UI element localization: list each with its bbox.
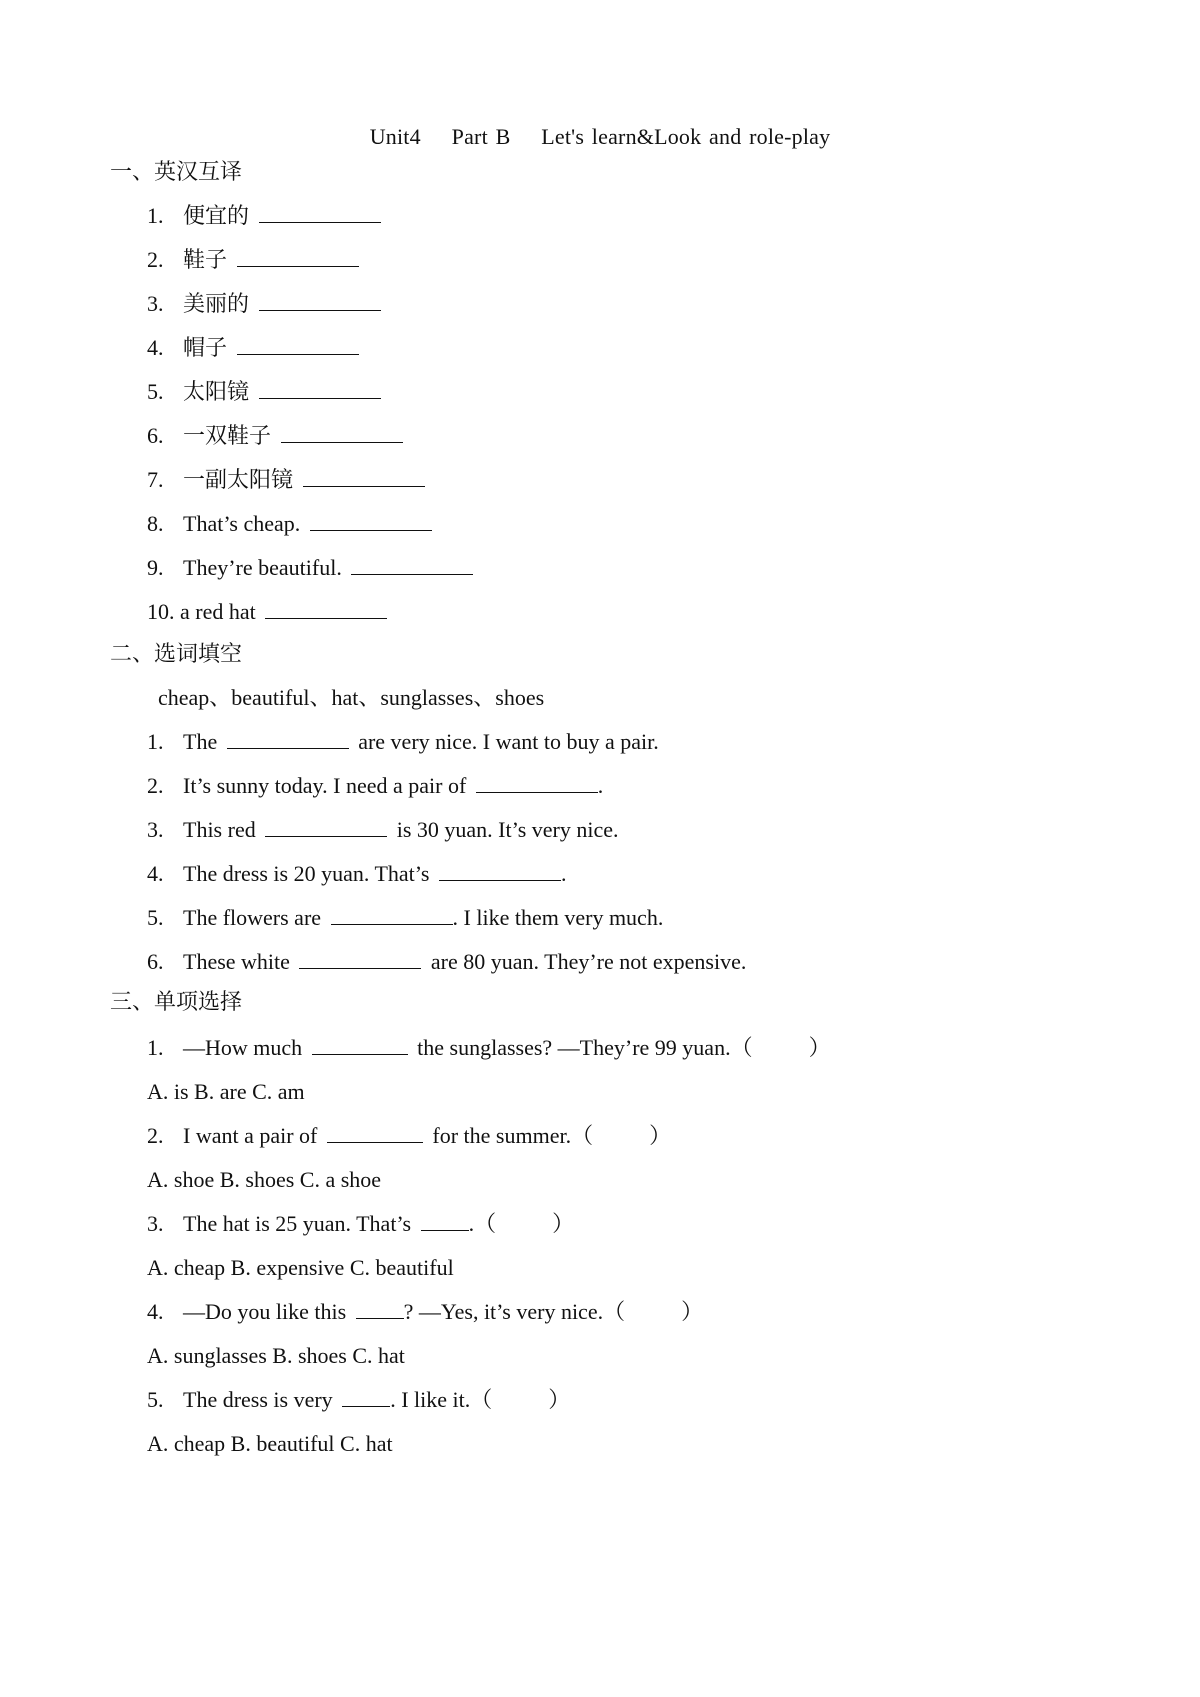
sentence-start: It’s sunny today. I need a pair of	[183, 773, 467, 798]
question-start: —How much	[183, 1035, 303, 1060]
item-number: 5.	[147, 1387, 164, 1412]
answer-blank	[303, 466, 425, 487]
title-part: Part B	[451, 124, 511, 149]
sentence-start: These white	[183, 949, 290, 974]
item-number: 3.	[147, 291, 164, 316]
item-prompt: 太阳镜	[183, 379, 250, 404]
question-end: .（	[468, 1211, 497, 1236]
sentence-end: .	[597, 773, 604, 798]
sentence-end: .	[560, 861, 567, 886]
question-end: . I like it.（	[390, 1387, 493, 1412]
item-number: 2.	[147, 773, 164, 798]
item-number: 5.	[147, 379, 164, 404]
answer-blank	[259, 290, 381, 311]
s3-options-2: A. shoe B. shoes C. a shoe	[147, 1167, 382, 1192]
question-end: ? —Yes, it’s very nice.（	[403, 1299, 626, 1324]
answer-blank	[356, 1298, 404, 1319]
answer-blank	[439, 860, 561, 881]
sentence-end: are 80 yuan. They’re not expensive.	[430, 949, 747, 974]
sentence-start: The	[183, 729, 218, 754]
s1-item-9	[147, 554, 477, 582]
s2-item-6	[147, 948, 746, 976]
s3-question-3	[147, 1210, 574, 1238]
s2-item-3	[147, 816, 619, 844]
item-prompt: 一双鞋子	[183, 423, 272, 448]
answer-paren-close: ）	[681, 1299, 704, 1324]
answer-blank	[327, 1122, 423, 1143]
answer-blank	[342, 1386, 390, 1407]
s3-question-1	[147, 1034, 831, 1062]
item-number: 6.	[147, 949, 164, 974]
answer-blank	[312, 1034, 408, 1055]
item-prompt: They’re beautiful.	[183, 555, 342, 580]
answer-blank	[237, 334, 359, 355]
question-start: The hat is 25 yuan. That’s	[183, 1211, 412, 1236]
word-bank: cheap、beautiful、hat、sunglasses、shoes	[158, 685, 545, 710]
s1-item-2	[147, 246, 363, 274]
sentence-start: The dress is 20 yuan. That’s	[183, 861, 430, 886]
item-prompt: 一副太阳镜	[183, 467, 294, 492]
answer-blank	[421, 1210, 469, 1231]
sentence-end: are very nice. I want to buy a pair.	[358, 729, 659, 754]
item-prompt: 鞋子	[183, 247, 228, 272]
item-number: 4.	[147, 335, 164, 360]
item-number: 4.	[147, 861, 164, 886]
s2-item-1	[147, 728, 659, 756]
answer-blank	[281, 422, 403, 443]
s1-item-5	[147, 378, 385, 406]
s3-options-5: A. cheap B. beautiful C. hat	[147, 1431, 393, 1456]
item-number: 3.	[147, 817, 164, 842]
s2-item-4	[147, 860, 566, 888]
answer-blank	[259, 378, 381, 399]
title-lesson: Let's learn&Look and role-play	[541, 124, 831, 149]
item-prompt: 便宜的	[183, 203, 250, 228]
s1-item-8	[147, 510, 436, 538]
s1-item-7	[147, 466, 429, 494]
item-number: 8.	[147, 511, 164, 536]
section2-heading: 二、选词填空	[110, 641, 243, 666]
answer-paren-close: ）	[548, 1387, 571, 1412]
answer-blank	[331, 904, 453, 925]
item-number: 9.	[147, 555, 164, 580]
s1-item-4	[147, 334, 363, 362]
answer-blank	[310, 510, 432, 531]
question-end: for the summer.（	[432, 1123, 594, 1148]
question-start: I want a pair of	[183, 1123, 318, 1148]
s1-item-6	[147, 422, 407, 450]
answer-blank	[237, 246, 359, 267]
s3-question-4	[147, 1298, 703, 1326]
answer-paren-close: ）	[808, 1035, 831, 1060]
answer-blank	[476, 772, 598, 793]
item-number: 6.	[147, 423, 164, 448]
question-start: The dress is very	[183, 1387, 333, 1412]
section3-heading: 三、单项选择	[110, 989, 243, 1014]
item-number: 7.	[147, 467, 164, 492]
answer-paren-close: ）	[552, 1211, 575, 1236]
item-number: 2.	[147, 247, 164, 272]
item-prompt: 美丽的	[183, 291, 250, 316]
s3-options-1: A. is B. are C. am	[147, 1079, 305, 1104]
sentence-start: This red	[183, 817, 256, 842]
title-unit: Unit4	[369, 124, 421, 149]
s3-question-5	[147, 1386, 570, 1414]
item-number: 10.	[147, 599, 175, 624]
sentence-end: is 30 yuan. It’s very nice.	[396, 817, 619, 842]
s2-item-2	[147, 772, 603, 800]
item-number: 1.	[147, 1035, 164, 1060]
answer-blank	[265, 816, 387, 837]
answer-blank	[227, 728, 349, 749]
item-prompt: a red hat	[180, 599, 256, 624]
answer-blank	[265, 598, 387, 619]
s1-item-1	[147, 202, 385, 230]
item-number: 4.	[147, 1299, 164, 1324]
item-prompt: 帽子	[183, 335, 228, 360]
question-end: the sunglasses? —They’re 99 yuan.（	[417, 1035, 753, 1060]
s1-item-3	[147, 290, 385, 318]
item-number: 1.	[147, 729, 164, 754]
question-start: —Do you like this	[183, 1299, 347, 1324]
worksheet-title	[0, 124, 1200, 150]
item-number: 5.	[147, 905, 164, 930]
answer-paren-close: ）	[649, 1123, 672, 1148]
section1-heading: 一、英汉互译	[110, 159, 243, 184]
answer-blank	[351, 554, 473, 575]
sentence-end: . I like them very much.	[452, 905, 664, 930]
answer-blank	[259, 202, 381, 223]
item-number: 1.	[147, 203, 164, 228]
item-number: 2.	[147, 1123, 164, 1148]
s3-question-2	[147, 1122, 671, 1150]
item-prompt: That’s cheap.	[183, 511, 301, 536]
sentence-start: The flowers are	[183, 905, 322, 930]
s3-options-4: A. sunglasses B. shoes C. hat	[147, 1343, 405, 1368]
answer-blank	[299, 948, 421, 969]
s1-item-10	[147, 598, 391, 626]
item-number: 3.	[147, 1211, 164, 1236]
s2-item-5	[147, 904, 663, 932]
s3-options-3: A. cheap B. expensive C. beautiful	[147, 1255, 454, 1280]
